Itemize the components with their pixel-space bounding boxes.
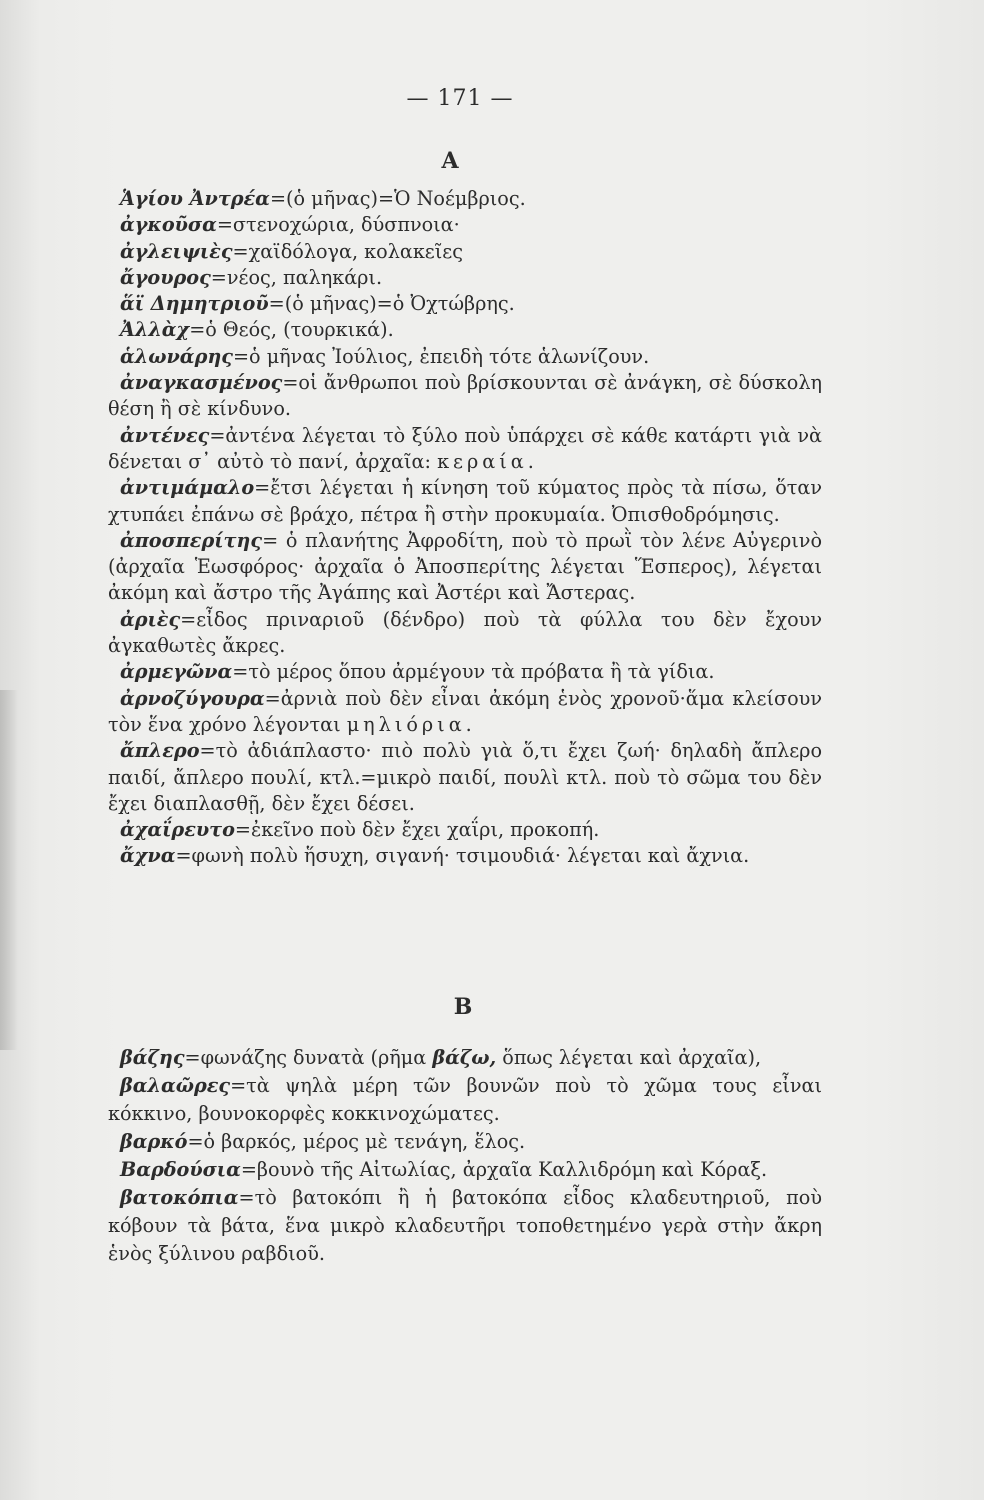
dictionary-entry [108, 291, 822, 317]
definition: =ἀντένα λέγεται τὸ ξύλο ποὺ ὑπάρχει σὲ κάθε κατάρτι γιὰ νὰ δένεται σ᾽ αὐτὸ τὸ πανί, ἀρχαῖα: [108, 423, 822, 473]
headword: ἀρνοζύγουρα [120, 686, 265, 710]
section-letter-b: Β [453, 994, 473, 1020]
definition: =τὸ βατοκόπι ἢ ἡ βατοκόπα εἶδος κλαδευτηριοῦ, ποὺ κόβουν τὰ βάτα, ἕνα μικρὸ κλαδευτῆρι τοποθετημένο γερὰ στὴν ἄκρη ἑνὸς ξύλινου ραβδιοῦ. [108, 1186, 822, 1265]
dictionary-entry [108, 370, 822, 423]
headword: Ἁγίου Ἀντρέα [120, 187, 270, 210]
definition: =στενοχώρια, δύσπνοια· [216, 213, 460, 237]
definition: =ἀρνιὰ ποὺ δὲν εἶναι ἀκόμη ἑνὸς χρονοῦ·ἅμα κλείσουν τὸν ἕνα χρόνο λέγονται [108, 686, 822, 736]
headword: ἀχαΐρευτο [120, 818, 235, 842]
definition: = ὁ πλανήτης Ἀφροδίτη, ποὺ τὸ πρωῒ τὸν λένε Αὐγερινὸ (ἀρχαῖα Ἑωσφόρος· ἀρχαῖα ὁ Ἀποσπερίτης λέγεται Ἕσπερος), λέγεται ἀκόμη καὶ ἄστρο τῆς Ἀγάπης καὶ Ἀστέρι καὶ Ἄστερας. [108, 528, 822, 605]
definition: =φωνὴ πολὺ ἥσυχη, σιγανή· τσιμουδιά· λέγεται καὶ ἄχνια. [175, 844, 750, 868]
definition: =χαϊδόλογα, κολακεῖες [232, 239, 463, 263]
definition: =ἔτσι λέγεται ἡ κίνηση τοῦ κύματος πρὸς τὰ πίσω, ὅταν χτυπάει ἐπάνω σὲ βράχο, πέτρα ἢ στὴν προκυμαία. Ὀπισθοδρόμησις. [108, 476, 822, 526]
dictionary-entry [108, 607, 822, 660]
dictionary-entry [108, 1072, 822, 1128]
definition: =ὁ μῆνας Ἰούλιος, ἐπειδὴ τότε ἁλωνίζουν. [232, 344, 650, 368]
headword: ἀντιμάμαλο [120, 476, 255, 500]
dictionary-entry [108, 528, 822, 607]
headword: ἅϊ Δημητριοῦ [120, 292, 269, 316]
headword: Βαρδούσια [120, 1158, 241, 1181]
binding-shadow [0, 690, 18, 1050]
definition: =εἶδος πριναριοῦ (δένδρο) ποὺ τὰ φύλλα του δὲν ἔχουν ἀγκαθωτὲς ἄκρες. [108, 607, 822, 658]
definition: =τὸ μέρος ὅπου ἀρμέγουν τὰ πρόβατα ἢ τὰ γίδια. [232, 660, 715, 684]
headword: ἄπλερο [120, 739, 200, 763]
definition: =τὸ ἀδιάπλαστο· πιὸ πολὺ γιὰ ὅ,τι ἔχει ζωή· δηλαδὴ ἄπλερο παιδί, ἄπλερο πουλί, κτλ.=μικρὸ παιδί, πουλὶ κτλ. ποὺ τὸ σῶμα του δὲν ἔχει διαπλασθῇ, δὲν ἔχει δέσει. [108, 739, 822, 815]
dictionary-entry [108, 843, 822, 869]
headword-inline: βάζω, [432, 1046, 497, 1069]
headword: βαρκό [120, 1130, 188, 1153]
definition: =τὰ ψηλὰ μέρη τῶν βουνῶν ποὺ τὸ χῶμα τους εἶναι κόκκινο, βουνοκορφὲς κοκκινοχώματες. [108, 1074, 822, 1125]
dictionary-entry [108, 317, 822, 343]
dictionary-entry [108, 423, 822, 476]
dictionary-entry [108, 186, 822, 212]
headword: ἁλωνάρης [120, 344, 233, 368]
headword: ἀντένες [120, 423, 210, 447]
headword: βατοκόπια [120, 1186, 239, 1209]
definition: =οἱ ἄνθρωποι ποὺ βρίσκουνται σὲ ἀνάγκη, σὲ δύσκολη θέση ἢ σὲ κίνδυνο. [108, 371, 822, 421]
definition: ὅπως λέγεται καὶ ἀρχαῖα), [496, 1046, 762, 1069]
dictionary-entry [108, 1128, 822, 1156]
headword: ἀναγκασμένος [120, 371, 283, 395]
headword: βαλαῶρες [120, 1074, 231, 1097]
spaced-term: κεραία. [437, 449, 538, 473]
headword: ἄχνα [120, 844, 176, 868]
dictionary-entry [108, 344, 822, 370]
dictionary-entry [108, 1044, 822, 1072]
dictionary-entry [108, 1156, 822, 1184]
dictionary-entry [108, 212, 822, 238]
section-b-entries [108, 1044, 822, 1268]
dictionary-entry [108, 1184, 822, 1268]
section-letter-a: Α [441, 148, 459, 174]
dictionary-entry [108, 738, 822, 817]
headword: ἀγλειψιὲς [120, 239, 233, 263]
dictionary-entry [108, 686, 822, 739]
dictionary-entry [108, 239, 822, 265]
section-a-entries [108, 186, 822, 870]
definition: =βουνὸ τῆς Αἰτωλίας, ἀρχαῖα Καλλιδρόμη καὶ Κόραξ. [240, 1158, 768, 1181]
definition: =ὁ Θεός, (τουρκικά). [189, 318, 394, 342]
headword: ἄγουρος [120, 265, 211, 289]
definition: =(ὁ μῆνας)=Ὁ Νοέμβριος. [269, 187, 526, 210]
definition: =(ὁ μῆνας)=ὁ Ὀχτώβρης. [268, 292, 515, 316]
definition: =ὁ βαρκός, μέρος μὲ τενάγη, ἕλος. [187, 1130, 526, 1153]
dictionary-entry [108, 475, 822, 528]
page-number: — 171 — [406, 86, 514, 111]
definition: =φωνάζης δυνατὰ (ρῆμα [184, 1046, 433, 1069]
spaced-term: μηλιόρια. [346, 712, 476, 736]
headword: βάζης [120, 1046, 185, 1069]
dictionary-entry [108, 817, 822, 843]
headword: ἀγκοῦσα [120, 213, 217, 237]
dictionary-entry [108, 265, 822, 291]
definition: =νέος, παληκάρι. [210, 265, 383, 289]
headword: Ἀλλὰχ [120, 318, 190, 342]
headword: ἀριὲς [120, 607, 181, 631]
headword: ἀρμεγῶνα [120, 660, 233, 684]
headword: ἀποσπερίτης [120, 528, 263, 552]
definition: =ἐκεῖνο ποὺ δὲν ἔχει χαΐρι, προκοπή. [234, 818, 600, 842]
dictionary-entry [108, 659, 822, 685]
